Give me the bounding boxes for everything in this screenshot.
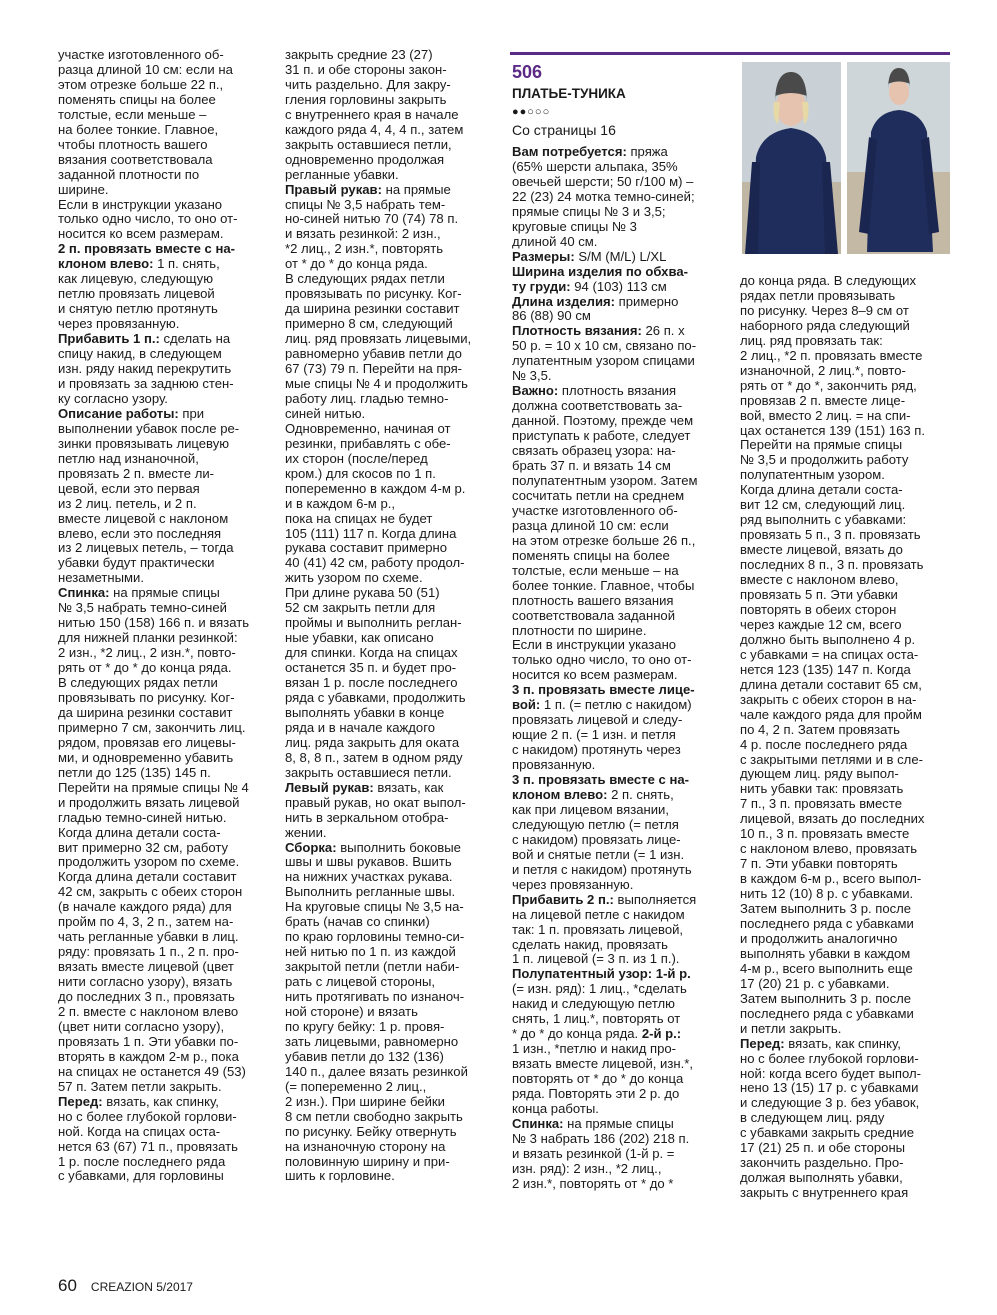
paragraph-heading: Прибавить 1 п.: <box>58 331 160 347</box>
paragraph <box>512 384 724 683</box>
paragraph <box>58 586 270 1094</box>
paragraph-heading: Полупатентный узор: 1-й р. <box>512 966 691 982</box>
paragraph-heading: Описание работы: <box>58 405 179 421</box>
paragraph-heading: Спинка: <box>512 1115 564 1131</box>
pattern-number: 506 <box>512 62 543 82</box>
paragraph-text: при выполнении убавок после ре- зинки провязывать лицевую петлю над изнаночной, провязать 2 п. вместе ли- цевой, если это первая из 2 лиц. петель, и 2 п. вместе лицевой с наклоном влево, если это последняя из 2 лицевых петель, – тогда убавки будут практически незаметными. <box>58 405 240 586</box>
paragraph-text: 1 п. снять, как лицевую, следующую петлю провязать лицевой и снятую петлю протянуть через провязанную. <box>58 256 220 332</box>
magazine-issue: CREAZION 5/2017 <box>90 1280 193 1294</box>
text-column-1 <box>58 48 270 1184</box>
pattern-header-rule <box>510 52 950 55</box>
paragraph-text: сделать на спицу накид, в следующем изн. ряду накид перекрутить и провязать за заднюю стен- ку согласно узору. <box>58 331 234 406</box>
paragraph <box>512 295 724 325</box>
paragraph-text: примерно 86 (88) 90 см <box>512 293 679 324</box>
paragraph <box>512 683 724 773</box>
paragraph <box>58 242 270 332</box>
paragraph <box>740 274 952 1037</box>
paragraph-heading: Перед: <box>58 1093 103 1109</box>
paragraph-text: 1 п. (= петлю с накидом) провязать лицевой и следу- ющие 2 п. (= 1 изн. и петля с накидом) протянуть через провязанную. <box>512 697 692 773</box>
paragraph-text: (= изн. ряд): 1 лиц., *сделать накид и следующую петлю снять, 1 лиц.*, повторять от * до * до конца ряда. <box>512 981 687 1042</box>
page-number: 60 <box>58 1276 77 1295</box>
paragraph <box>512 324 724 384</box>
paragraph-text: S/M (M/L) L/XL <box>574 248 667 264</box>
paragraph-heading: Плотность вязания: <box>512 323 642 339</box>
paragraph-heading: Прибавить 2 п.: <box>512 891 614 907</box>
paragraph-text: закрыть средние 23 (27) 31 п. и обе стороны закон- чить раздельно. Для закру- гления горловины закрыть с внутреннего края в начале каждого ряда 4, 4, 4 п., затем закрыть оставшиеся петли, одновременно продолжая регланные убавки. <box>285 47 464 182</box>
paragraph-text: на прямые спицы № 3,5 набрать тем- но-синей нитью 70 (74) 78 п. и вязать резинкой: 2 изн., *2 лиц., 2 изн.*, повторять от * до * до конца ряда. В следующих рядах петли провязывать по рисунку. Ког- да ширина резинки составит примерно 8 см, следующий лиц. ряд провязать лицевыми, равномерно убавив петли до 67 (73) 79 п. Перейти на пря- мые спицы № 4 и продолжить работу лиц. гладью темно- синей нитью. Одновременно, начиная от резинки, прибавлять с обе- их сторон (после/перед кром.) для скосов по 1 п. попеременно в каждом 4-м р. и в каждом 6-м р., пока на спицах не будет 105 (111) 117 п. Когда длина рукава составит примерно 40 (41) 42 см, работу продол- жить узором по схеме. При длине рукава 50 (51) 52 см закрыть петли для проймы и выполнить реглан- ные убавки, как описано для спинки. Когда на спицах останется 35 п. и будет про- вязан 1 р. после последнего ряда с убавками, продолжить выполнять убавки в конце ряда и в начале каждого лиц. ряда закрыть для оката 8, 8, 8 п., затем в одном ряду закрыть оставшиеся петли. <box>285 181 472 780</box>
paragraph-text: участке изготовленного об- разца длиной 10 см: если на этом отрезке больше 22 п., поменять спицы на более толстые, если меньше – на более тонкие. Главное, чтобы плотность вашего вязания соответствовала заданной плотности по ширине. Если в инструкции указано только одно число, то оно от- носится ко всем размерам. <box>58 47 238 242</box>
paragraph-text: до конца ряда. В следующих рядах петли провязывать по рисунку. Через 8–9 см от наборного ряда следующий лиц. ряд провязать так: 2 лиц., *2 п. провязать вместе изнаночной, 2 лиц.*, повто- рять от * до *, закончить ряд, провязав 2 п. вместе лице- вой, вместо 2 лиц. = на спи- цах останется 139 (151) 163 п. Перейти на прямые спицы № 3,5 и продолжить работу полупатентным узором. Когда длина детали соста- вит 12 см, следующий лиц. ряд выполнить с убавками: провязать 5 п., 3 п. провязать вместе лицевой, вязать до последних 8 п., 3 п. провязать вместе с наклоном влево, провязать 5 п. Эти убавки повторять в обеих сторон через каждые 12 см, всего должно быть выполнено 4 р. с убавками = на спицах оста- нется 123 (135) 147 п. Когда длина детали составит 65 см, закрыть с обеих сторон в на- чале каждого ряда для пройм по 4, 2 п. Затем провязать 4 р. после последнего ряда с закрытыми петлями и в сле- дующем лиц. ряду выпол- нить убавки так: провязать 7 п., 3 п. провязать вместе лицевой, вязать до последних 10 п., 3 п. провязать вместе с наклоном влево, провязать 7 п. Эти убавки повторять в каждом 6-м р., всего выпол- нить 12 (10) 8 р. с убавками. Затем выполнить 3 р. после последнего ряда с убавками и продолжить аналогично выполнять убавки в каждом 4-м р., всего выполнить еще 17 (20) 21 р. с убавками. Затем выполнить 3 р. после последнего ряда с убавками и петли закрыть. <box>740 273 926 1036</box>
paragraph-text: вязать, как спинку, но с более глубокой горлови- ной. Когда на спицах оста- нется 63 (67) 71 п., провязать 1 р. после последнего ряда с убавками, для горловины <box>58 1093 238 1184</box>
paragraph <box>512 773 724 893</box>
paragraph-heading: Сборка: <box>285 839 337 855</box>
paragraph <box>285 841 497 1185</box>
paragraph <box>58 1095 270 1185</box>
pattern-title: ПЛАТЬЕ-ТУНИКА <box>512 86 626 101</box>
paragraph <box>285 183 497 781</box>
paragraph <box>512 250 724 265</box>
paragraph <box>740 1037 952 1201</box>
text-column-2 <box>285 48 497 1184</box>
paragraph-heading: Левый рукав: <box>285 779 374 795</box>
paragraph-heading: Вам потребуется: <box>512 144 627 159</box>
difficulty-rating: ●●○○○ <box>512 106 551 118</box>
paragraph-heading: Размеры: <box>512 248 575 264</box>
paragraph-text: пряжа (65% шерсти альпака, 35% овечьей шерсти; 50 г/100 м) – 22 (23) 24 мотка темно-синей; прямые спицы № 3 и 3,5; круговые спицы № 3 длиной 40 см. <box>512 144 695 249</box>
paragraph-heading: Перед: <box>740 1035 785 1051</box>
text-column-3 <box>512 145 724 1192</box>
paragraph-text: 94 (103) 113 см <box>570 278 667 294</box>
paragraph <box>512 265 724 295</box>
paragraph <box>285 781 497 841</box>
paragraph-heading: 3 п. провязать вместе лице- вой: <box>512 682 695 713</box>
paragraph-text: на прямые спицы № 3,5 набрать темно-синей нитью 150 (158) 166 п. и вязать для нижней планки резинкой: 2 изн., *2 лиц., 2 изн.*, повто- рять от * до * до конца ряда. В следующих рядах петли провязывать по рисунку. Ког- да ширина резинки составит примерно 7 см, закончить лиц. рядом, провязав его лицевы- ми, и одновременно убавить петли до 125 (135) 145 п. Перейти на прямые спицы № 4 и продолжить вязать лицевой гладью темно-синей нитью. Когда длина детали соста- вит примерно 32 см, работу продолжить узором по схеме. Когда длина детали составит 42 см, закрыть с обеих сторон (в начале каждого ряда) для пройм по 4, 3, 2 п., затем на- чать регланные убавки в лиц. ряду: провязать 1 п., 2 п. про- вязать вместе лицевой (цвет нити согласно узору), вязать до последних 3 п., провязать 2 п. вместе с наклоном влево (цвет нити согласно узору), провязать 1 п. Эти убавки по- вторять в каждом 2-м р., пока на спицах не останется 49 (53) 57 п. Затем петли закрыть. <box>58 585 250 1094</box>
paragraph-text: выполняется на лицевой петле с накидом так: 1 п. провязать лицевой, сделать накид, провязать 1 п. лицевой (= 3 п. из 1 п.). <box>512 891 697 967</box>
paragraph-text: вязать, как спинку, но с более глубокой горлови- ной: когда всего будет выпол- нено 13 (15) 17 р. с убавками и следующие 3 р. без убавок, в следующем лиц. ряду с убавками закрыть средние 17 (21) 25 п. и обе стороны закончить раздельно. Про- должая выполнять убавки, закрыть с внутреннего края <box>740 1035 921 1201</box>
paragraph <box>512 893 724 968</box>
paragraph <box>58 407 270 586</box>
paragraph-heading: Спинка: <box>58 585 110 601</box>
paragraph-text: 26 п. х 50 р. = 10 х 10 см, связано по- лупатентным узором спицами № 3,5. <box>512 323 697 384</box>
paragraph-heading: Длина изделия: <box>512 293 616 309</box>
paragraph-text: выполнить боковые швы и швы рукавов. Вшить на нижних участках рукава. Выполнить регланные швы. На круговые спицы № 3,5 на- брать (начав со спинки) по краю горловины темно-си- ней нитью по 1 п. из каждой закрытой петли (петли наби- рать с лицевой стороны, нить протягивать по изнаноч- ной стороне) и вязать по кругу бейку: 1 р. провя- зать лицевыми, равномерно убавив петли до 132 (136) 140 п., далее вязать резинкой (= попеременно 2 лиц., 2 изн.). При ширине бейки 8 см петли свободно закрыть по рисунку. Бейку отвернуть на изнаночную сторону на половинную ширину и при- шить к горловине. <box>285 839 468 1184</box>
paragraph-heading: Правый рукав: <box>285 181 382 197</box>
paragraph-heading: Ширина изделия по обхва- ту груди: <box>512 263 688 294</box>
paragraph-heading: Важно: <box>512 383 559 399</box>
paragraph <box>512 145 724 250</box>
page-footer <box>58 1276 193 1296</box>
model-photo-full <box>847 62 950 254</box>
continued-from: Со страницы 16 <box>512 122 616 138</box>
paragraph-text: на прямые спицы № 3 набрать 186 (202) 218 п. и вязать резинкой (1-й р. = изн. ряд): 2 изн., *2 лиц., 2 изн.*, повторять от * до * <box>512 1115 690 1191</box>
text-column-4 <box>740 274 952 1201</box>
paragraph <box>58 332 270 407</box>
paragraph <box>58 48 270 242</box>
paragraph-text: 1 изн., *петлю и накид про- вязать вместе лицевой, изн.*, повторять от * до * до конца ряда. Повторять эти 2 р. до конца работы. <box>512 1041 693 1116</box>
paragraph-text: плотность вязания должна соответствовать за- данной. Поэтому, прежде чем приступать к работе, следует связать образец узора: на- брать 37 п. и вязать 14 см полупатентным узором. Затем сосчитать петли на среднем участке изготовленного об- разца длиной 10 см: если на этом отрезке больше 26 п., поменять спицы на более толстые, если меньше – на более тонкие. Главное, чтобы плотность вашего вязания соответствовала заданной плотности по ширине. Если в инструкции указано только одно число, то оно от- носится ко всем размерам. <box>512 383 698 683</box>
paragraph <box>512 967 724 1117</box>
paragraph <box>512 1117 724 1192</box>
paragraph-text: 2 п. снять, как при лицевом вязании, следующую петлю (= петля с накидом) провязать лице- вой и снятые петли (= 1 изн. и петля с накидом) протянуть через провязанную. <box>512 786 692 892</box>
paragraph-heading: 2 п. провязать вместе с на- клоном влево: <box>58 241 236 272</box>
model-photo-front <box>742 62 841 254</box>
paragraph-heading: 3 п. провязать вместе с на- клоном влево: <box>512 772 690 802</box>
paragraph-text: вязать, как правый рукав, но окат выпол- нить в зеркальном отобра- жении. <box>285 779 466 840</box>
paragraph <box>285 48 497 183</box>
paragraph-heading: 2-й р.: <box>641 1026 682 1042</box>
